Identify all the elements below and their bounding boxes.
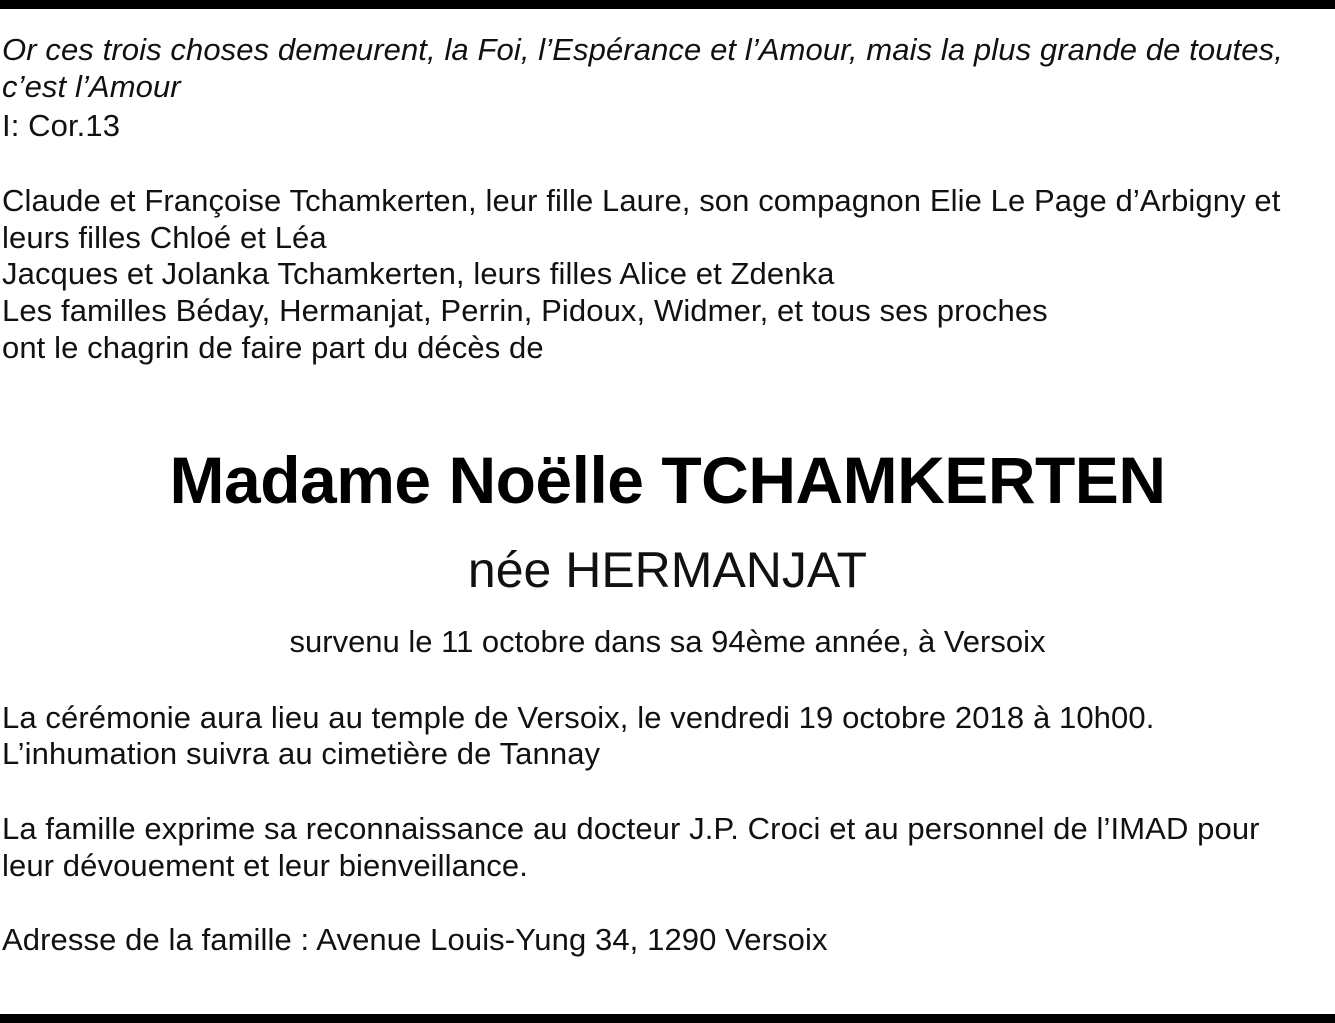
thanks-line-2: leur dévouement et leur bienveillance. — [2, 848, 528, 883]
bottom-border-rule — [0, 1014, 1335, 1023]
family-line-4: Les familles Béday, Hermanjat, Perrin, Pidoux, Widmer, et tous ses proches — [2, 293, 1048, 328]
family-address: Adresse de la famille : Avenue Louis-Yung 34, 1290 Versoix — [2, 922, 828, 957]
family-line-3: Jacques et Jolanka Tchamkerten, leurs filles Alice et Zdenka — [2, 256, 835, 291]
thanks-line-1: La famille exprime sa reconnaissance au docteur J.P. Croci et au personnel de l’IMAD pour — [2, 811, 1260, 846]
ceremony-line-1: La cérémonie aura lieu au temple de Versoix, le vendredi 19 octobre 2018 à 10h00. — [2, 700, 1155, 735]
deceased-name: Madame Noëlle TCHAMKERTEN — [169, 443, 1166, 517]
epigraph-quote-line2: c’est l’Amour — [2, 69, 181, 104]
family-line-2: leurs filles Chloé et Léa — [2, 220, 327, 255]
family-line-5: ont le chagrin de faire part du décès de — [2, 330, 544, 365]
epigraph-reference: I: Cor.13 — [2, 108, 121, 143]
top-border-rule — [0, 0, 1335, 9]
deceased-maiden-name: née HERMANJAT — [467, 542, 868, 598]
epigraph-quote-line1: Or ces trois choses demeurent, la Foi, l’Espérance et l’Amour, mais la plus grande de toutes, — [2, 32, 1283, 67]
family-line-1: Claude et Françoise Tchamkerten, leur fille Laure, son compagnon Elie Le Page d’Arbigny et — [2, 183, 1281, 218]
death-info: survenu le 11 octobre dans sa 94ème année, à Versoix — [289, 624, 1046, 659]
ceremony-line-2: L’inhumation suivra au cimetière de Tannay — [2, 736, 601, 771]
